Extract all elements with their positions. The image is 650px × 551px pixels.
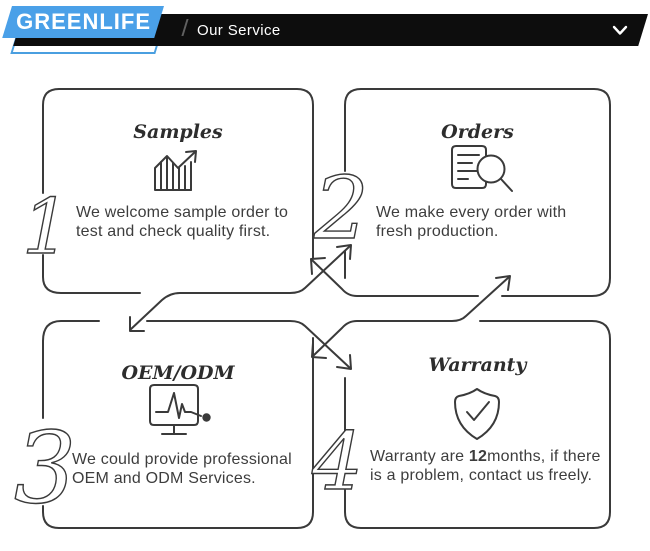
service-title-orders: Orders xyxy=(441,121,514,143)
description-line: OEM and ODM Services. xyxy=(72,469,256,487)
step-number-3: 3 xyxy=(14,412,77,526)
bar-chart-growth-icon xyxy=(155,151,196,190)
document-search-icon xyxy=(452,146,512,191)
description-line xyxy=(370,448,601,467)
service-card-outline-4 xyxy=(345,321,610,528)
warranty-months-value: 12 xyxy=(468,448,488,465)
service-title-samples: Samples xyxy=(133,121,223,143)
service-title-warranty: Warranty xyxy=(428,354,527,376)
warranty-text-post: months, if there xyxy=(487,448,601,465)
service-description-samples xyxy=(76,204,288,241)
monitor-pulse-icon xyxy=(150,385,211,434)
flow-arrow-down-right xyxy=(147,321,350,368)
section-title: Our Service xyxy=(197,22,281,39)
description-line: test and check quality first. xyxy=(76,222,271,240)
service-description-orders xyxy=(376,204,566,241)
description-line: We make every order with xyxy=(376,204,567,221)
description-line: is a problem, contact us freely. xyxy=(370,466,593,484)
brand-logo-text: GREENLIFE xyxy=(15,9,151,34)
step-number-4: 4 xyxy=(312,415,363,508)
flow-arrows xyxy=(130,245,510,369)
shield-check-icon xyxy=(455,389,499,439)
service-description-warranty xyxy=(370,448,601,485)
service-title-oem-odm: OEM/ODM xyxy=(121,362,235,384)
flow-arrow-up-left xyxy=(312,260,478,296)
step-number-2: 2 xyxy=(314,159,369,259)
description-line: We could provide professional xyxy=(72,451,292,468)
description-line: We welcome sample order to xyxy=(76,204,289,221)
description-line: fresh production. xyxy=(376,222,499,240)
step-number-1: 1 xyxy=(22,182,71,271)
service-description-oem-odm xyxy=(72,451,292,488)
warranty-text-pre: Warranty are xyxy=(370,448,469,465)
